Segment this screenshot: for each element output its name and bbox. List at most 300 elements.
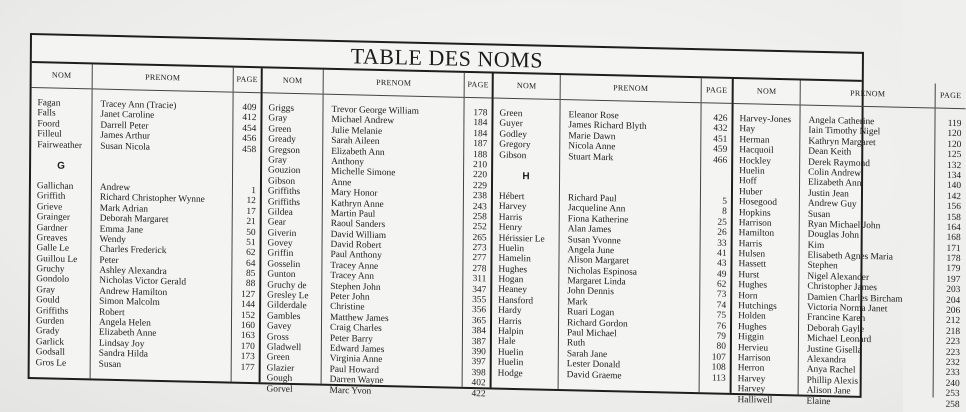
cell-page: 1: [251, 185, 256, 197]
cell-prenom: Kim: [807, 240, 825, 251]
cell-nom: Gambles: [267, 311, 301, 322]
cell-nom: Halliwell: [737, 394, 773, 406]
cell-prenom: Raoul Sanders: [330, 219, 386, 231]
cell-nom: Gurden: [35, 316, 65, 327]
column-page: [700, 78, 732, 393]
cell-nom: Hardy: [498, 305, 522, 317]
cell-nom: Fagan: [37, 98, 61, 109]
cell-page: 51: [246, 237, 256, 249]
cell-nom: Harris: [498, 212, 523, 223]
cell-nom: Gibson: [267, 176, 296, 187]
cell-page: 206: [946, 305, 961, 317]
column-header-nom: NOM: [263, 68, 323, 94]
column-header-prenom: PRENOM: [801, 80, 935, 108]
cell-nom: Gregson: [268, 144, 301, 156]
cell-nom: Harvey: [498, 201, 527, 213]
cell-nom: Gray: [268, 113, 288, 125]
cell-prenom: Susan Yvonne: [567, 234, 621, 246]
cell-nom: Hughes: [738, 321, 767, 333]
cell-page: 26: [717, 227, 727, 238]
cell-page: 278: [472, 263, 487, 275]
cell-nom: Gray: [268, 155, 287, 166]
cell-nom: Gresley Le: [267, 290, 309, 302]
cell-page: 120: [947, 129, 962, 140]
cell-prenom: Wendy: [99, 234, 126, 246]
cell-page: 311: [472, 274, 487, 285]
cell-prenom: Mark Adrian: [99, 203, 148, 215]
cell-prenom: Craig Charles: [329, 323, 382, 335]
cell-prenom: Lindsay Joy: [98, 338, 145, 350]
cell-prenom: Tracey Anne: [330, 260, 379, 272]
spacer: [701, 165, 731, 197]
cell-nom: Gould: [36, 295, 60, 306]
cell-nom: Hosegood: [738, 197, 777, 209]
cell-prenom: Tracey Ann (Tracie): [100, 99, 177, 112]
cell-prenom: Douglas John: [807, 229, 860, 242]
cell-page: 158: [946, 212, 961, 223]
cell-page: 113: [711, 373, 726, 384]
cell-nom: Harrison: [738, 217, 772, 229]
cell-page: 397: [471, 357, 486, 368]
cell-prenom: Sarah Aileen: [331, 136, 380, 148]
cell-nom: Harris: [498, 316, 522, 327]
cell-nom: Grady: [35, 326, 60, 338]
cell-prenom: Elizabeth Anne: [98, 327, 157, 340]
cell-page: 184: [473, 118, 488, 129]
cell-nom: Harvey: [737, 384, 766, 395]
cell-prenom: Paul Anthony: [330, 250, 382, 262]
cell-prenom: Ruth: [566, 338, 586, 350]
spacer: [92, 151, 232, 185]
cell-prenom: Alison Margaret: [567, 255, 630, 267]
cell-prenom: Nicholas Victor Gerald: [99, 276, 187, 289]
cell-page: 127: [241, 289, 256, 300]
cell-prenom: Peter: [99, 255, 119, 266]
column-prenom: [91, 64, 234, 381]
cell-prenom: Kathryn Anne: [330, 198, 384, 210]
cell-page: 142: [946, 191, 962, 202]
cell-prenom: Julie Melanie: [331, 125, 383, 137]
cell-prenom: Damien Charles Bircham: [807, 292, 903, 305]
cell-nom: Hérissier Le: [498, 233, 545, 245]
cell-nom: Harvey-Jones: [739, 114, 792, 126]
cell-prenom: Justine Gisella: [806, 344, 862, 356]
cell-prenom: Ashley Alexandra: [99, 265, 167, 278]
cell-nom: Hay: [739, 124, 756, 135]
cell-page: 120: [947, 139, 962, 150]
cell-nom: Guyer: [499, 119, 523, 130]
cell-nom: Gibson: [499, 150, 527, 161]
cell-prenom: Charles Frederick: [99, 244, 167, 257]
cell-prenom: Stephen: [807, 261, 838, 272]
cell-nom: Gallichan: [36, 181, 74, 192]
cell-page: 125: [947, 149, 962, 161]
cell-page: 451: [713, 134, 728, 145]
cell-page: 119: [947, 118, 962, 130]
cell-page: 88: [245, 279, 256, 290]
cell-prenom: Ryan Michael John: [807, 219, 881, 232]
cell-page: 75: [716, 310, 727, 322]
cell-prenom: Richard Christopher Wynne: [99, 192, 205, 206]
cell-nom: Harris: [738, 238, 763, 250]
cell-nom: Galle Le: [36, 243, 70, 255]
cell-page: 432: [713, 123, 728, 135]
cell-nom: Griffiths: [267, 186, 301, 198]
cell-nom: Godsall: [35, 347, 65, 359]
cell-page: 178: [946, 253, 961, 265]
cell-nom: Fairweather: [37, 139, 83, 151]
cell-page: 454: [242, 123, 257, 134]
column-header-page: PAGE: [936, 84, 966, 110]
cell-page: 33: [717, 238, 727, 249]
cell-prenom: Paul Howard: [329, 364, 379, 376]
cell-prenom: Peter John: [330, 291, 370, 303]
cell-page: 179: [946, 264, 961, 275]
table-title: TABLE DES NOMS: [32, 35, 862, 82]
cell-page: 232: [945, 357, 960, 369]
cell-page: 387: [471, 336, 486, 347]
cell-prenom: Deborah Gayle: [807, 323, 865, 335]
cell-nom: Huelin: [497, 347, 524, 359]
cell-nom: Griffin: [267, 248, 294, 260]
cell-page: 210: [473, 160, 488, 171]
cell-prenom: Fiona Katherine: [567, 213, 629, 226]
cell-nom: Gildea: [267, 207, 293, 218]
column-header-prenom: PRENOM: [324, 70, 464, 98]
cell-prenom: James Richard Blyth: [568, 120, 647, 133]
cell-nom: Hulsen: [738, 249, 766, 260]
cell-prenom: Darren Wayne: [329, 374, 384, 387]
cell-page: 43: [717, 258, 727, 270]
cell-page: 252: [472, 222, 487, 233]
cell-page: 17: [246, 206, 256, 217]
cell-page: 173: [240, 351, 255, 363]
cell-nom: Hébert: [498, 191, 525, 203]
cell-page: 184: [473, 128, 488, 140]
cell-page: 355: [472, 295, 487, 306]
cell-nom: Gray: [36, 285, 55, 296]
cell-nom: Harrison: [737, 353, 771, 364]
cell-prenom: Andrew Hamilton: [99, 286, 168, 298]
cell-page: 140: [946, 181, 962, 192]
cell-page: 243: [472, 201, 487, 212]
cell-prenom: Christopher James: [807, 281, 877, 294]
cell-nom: Filleul: [37, 129, 62, 140]
cell-page: 160: [240, 320, 256, 332]
cell-prenom: Paul Michael: [566, 328, 617, 340]
cell-nom: Grainger: [36, 212, 71, 224]
cell-nom: Falls: [37, 108, 56, 119]
cell-nom: Gardner: [36, 222, 68, 234]
cell-page: 218: [945, 326, 961, 337]
cell-nom: Halpin: [497, 326, 524, 338]
cell-page: 79: [716, 331, 727, 342]
cell-page: 240: [945, 378, 960, 389]
column-nom: [261, 68, 324, 395]
cell-nom: Hughes: [738, 280, 768, 291]
cell-page: 21: [246, 217, 256, 228]
cell-prenom: Anthony: [331, 156, 364, 168]
cell-page: 229: [472, 180, 488, 192]
cell-prenom: Matthew James: [330, 312, 389, 324]
cell-prenom: Margaret Linda: [567, 276, 626, 288]
cell-page: 273: [472, 243, 487, 254]
cell-prenom: Michelle Simone: [331, 167, 396, 179]
cell-page: 107: [711, 352, 726, 363]
cell-prenom: Angela June: [567, 245, 615, 257]
cell-page: 144: [241, 300, 256, 311]
cell-nom: Giverin: [267, 228, 297, 239]
cell-nom: Gilderdale: [267, 300, 307, 312]
cell-prenom: Alexandra: [806, 354, 846, 366]
cell-page: 41: [717, 248, 727, 259]
cell-nom: Hoff: [739, 176, 757, 187]
cell-nom: Griggs: [268, 103, 295, 114]
cell-prenom: Anya Rachel: [806, 365, 856, 377]
cell-prenom: Alan James: [567, 224, 612, 236]
cell-nom: Gavey: [266, 321, 292, 333]
cell-page: 347: [472, 284, 487, 295]
cell-page: 220: [472, 170, 488, 181]
column-header-page: PAGE: [234, 68, 261, 94]
cell-page: 456: [242, 133, 257, 145]
column-page: [934, 84, 966, 410]
cell-page: 74: [716, 300, 727, 311]
cell-prenom: Trevor George William: [331, 104, 420, 117]
cell-nom: Henry: [498, 222, 523, 234]
cell-nom: Griffiths: [267, 196, 301, 208]
cell-prenom: Justin Jean: [807, 188, 849, 200]
cell-prenom: Alison Jane: [806, 385, 851, 397]
cell-nom: Griffiths: [36, 305, 69, 317]
cell-nom: Foord: [37, 118, 60, 130]
cell-nom: Holden: [738, 311, 766, 323]
cell-prenom: Christine: [330, 302, 365, 314]
cell-prenom: Nicholas Espinosa: [567, 265, 637, 278]
cell-page: 365: [471, 315, 487, 327]
cell-prenom: Francine Karen: [807, 313, 866, 325]
cell-prenom: Sarah Jane: [566, 349, 608, 360]
cell-page: 62: [716, 279, 727, 290]
cell-prenom: Marc Yvon: [329, 385, 372, 397]
cell-page: 412: [242, 113, 257, 124]
cell-prenom: Jacqueline Ann: [567, 203, 626, 215]
cell-page: 50: [246, 227, 256, 238]
cell-prenom: Phillip Alexis: [806, 375, 859, 387]
cell-nom: Green: [499, 108, 523, 120]
cell-page: 64: [246, 258, 256, 269]
cell-prenom: Mark: [567, 297, 588, 308]
cell-nom: Gear: [267, 217, 286, 229]
cell-prenom: Richard Paul: [567, 193, 617, 205]
cell-nom: Hockley: [739, 155, 772, 167]
cell-prenom: Mary Honor: [330, 187, 378, 200]
cell-prenom: Martin Paul: [330, 208, 376, 220]
cell-prenom: Kathryn Margaret: [808, 136, 876, 148]
cell-page: 152: [240, 310, 256, 321]
section-3: [492, 74, 734, 393]
section-2: [261, 68, 494, 399]
cell-nom: Hutchings: [738, 301, 777, 312]
column-header-page: PAGE: [702, 78, 732, 104]
cell-prenom: Peter Barry: [329, 333, 373, 345]
cell-prenom: Elizabeth Ann: [808, 178, 862, 190]
cell-nom: Heaney: [498, 285, 527, 296]
cell-nom: Green: [266, 352, 290, 364]
cell-prenom: David Robert: [330, 239, 382, 252]
cell-nom: Harvey: [737, 373, 766, 385]
cell-page: 384: [471, 326, 487, 337]
letter-divider: G: [57, 160, 66, 172]
cell-nom: Gruchy: [36, 264, 65, 275]
cell-nom: Gorvel: [266, 383, 293, 395]
column-header-page: PAGE: [465, 73, 492, 99]
section-4: [732, 79, 966, 410]
cell-page: 197: [946, 274, 961, 285]
cell-nom: Hodge: [497, 368, 523, 379]
cell-prenom: Emma Jane: [99, 224, 144, 236]
table-columns: [30, 63, 962, 410]
cell-nom: Greaves: [36, 233, 68, 244]
cell-page: 8: [722, 207, 727, 218]
cell-prenom: Victoria Norma Janet: [807, 302, 888, 315]
cell-page: 164: [946, 222, 961, 234]
cell-page: 62: [246, 248, 256, 259]
cell-nom: Hassett: [738, 259, 767, 271]
cell-prenom: Nigel Alexander: [807, 271, 870, 283]
cell-nom: Higgin: [737, 332, 765, 343]
cell-page: 398: [471, 367, 486, 379]
cell-nom: Hogan: [498, 274, 524, 286]
cell-page: 203: [946, 285, 961, 296]
cell-prenom: Angela Catherine: [808, 115, 875, 128]
cell-prenom: Elisabeth Agnes Maria: [807, 250, 893, 263]
column-header-nom: NOM: [494, 74, 560, 100]
column-header-prenom: PRENOM: [561, 75, 701, 103]
cell-nom: Govey: [267, 238, 293, 250]
cell-nom: Gladwell: [266, 342, 302, 354]
cell-prenom: Dean Keith: [808, 146, 852, 158]
cell-prenom: Derek Raymond: [808, 157, 870, 169]
cell-nom: Hansford: [498, 295, 534, 307]
column-prenom: [799, 80, 936, 407]
cell-page: 422: [471, 388, 486, 399]
cell-prenom: Robert: [99, 307, 125, 318]
cell-page: 253: [945, 388, 960, 400]
cell-page: 187: [473, 139, 488, 150]
cell-prenom: Stuart Mark: [568, 151, 614, 163]
cell-nom: Huber: [738, 186, 763, 198]
cell-page: 156: [946, 201, 961, 213]
cell-page: 238: [472, 191, 487, 202]
cell-nom: Hughes: [498, 264, 528, 275]
cell-prenom: Marie Dawn: [568, 130, 616, 143]
cell-nom: Hamelin: [498, 253, 531, 265]
cell-prenom: Lester Donald: [566, 359, 621, 371]
cell-page: 85: [245, 268, 256, 280]
cell-page: 356: [472, 305, 487, 316]
cell-page: 409: [242, 102, 257, 114]
cell-nom: Green: [268, 124, 292, 135]
cell-prenom: David Graeme: [566, 369, 622, 382]
cell-page: 426: [713, 113, 728, 124]
cell-nom: Hamilton: [738, 228, 775, 240]
cell-prenom: Susan: [807, 209, 831, 220]
cell-page: 76: [716, 321, 727, 332]
cell-page: 258: [472, 211, 487, 223]
cell-prenom: Deborah Margaret: [99, 213, 169, 226]
cell-page: 265: [472, 232, 487, 244]
cell-page: 132: [947, 160, 962, 171]
cell-nom: Godley: [499, 129, 527, 141]
cell-prenom: Susan Nicola: [100, 141, 150, 153]
cell-prenom: Iain Timothy Nigel: [808, 126, 881, 138]
column-page: [463, 73, 492, 399]
cell-page: 204: [946, 295, 961, 306]
cell-page: 188: [473, 149, 488, 160]
cell-page: 170: [240, 341, 255, 352]
cell-nom: Gondolo: [36, 274, 70, 286]
cell-page: 233: [945, 368, 960, 379]
spacer: [560, 162, 700, 196]
cell-prenom: Tracey Ann: [330, 271, 375, 283]
cell-prenom: Michael Andrew: [331, 115, 395, 127]
cell-page: 25: [717, 217, 727, 228]
cell-page: 277: [472, 253, 487, 264]
cell-prenom: Simon Malcolm: [99, 296, 160, 309]
column-header-nom: NOM: [32, 63, 92, 89]
cell-nom: Herman: [739, 134, 770, 146]
letter-divider: H: [522, 171, 530, 183]
cell-prenom: Angela Helen: [98, 317, 151, 329]
cell-prenom: Michael Leonard: [806, 333, 872, 346]
cell-nom: Glazier: [266, 363, 295, 374]
cell-prenom: Richard Gordon: [567, 317, 628, 330]
cell-page: 223: [945, 347, 960, 358]
cell-page: 177: [240, 362, 255, 373]
cell-page: 258: [945, 399, 960, 410]
cell-prenom: Elaine: [806, 396, 831, 407]
column-nom: [492, 74, 561, 389]
cell-page: 402: [471, 378, 486, 389]
column-nom: [732, 79, 801, 406]
cell-prenom: Ruari Logan: [567, 307, 615, 319]
cell-page: 212: [946, 316, 961, 327]
cell-prenom: Andrew: [99, 182, 131, 194]
column-prenom: [322, 70, 465, 397]
cell-nom: Huelin: [739, 166, 765, 177]
cell-page: 163: [240, 331, 255, 342]
cell-nom: Huelin: [497, 357, 524, 369]
cell-prenom: Darrell Peter: [100, 120, 149, 132]
column-header-prenom: PRENOM: [93, 64, 233, 92]
cell-prenom: Andrew Guy: [807, 198, 857, 210]
names-index-table: [28, 33, 962, 410]
cell-page: 134: [947, 170, 962, 182]
section-1: [30, 63, 263, 382]
cell-page: 466: [713, 155, 728, 166]
cell-prenom: Edward James: [329, 343, 385, 356]
cell-prenom: James Arthur: [100, 130, 151, 142]
cell-nom: Gready: [268, 134, 296, 146]
column-page: [232, 68, 261, 383]
cell-nom: Gough: [266, 373, 293, 385]
cell-nom: Garlick: [35, 336, 65, 348]
cell-prenom: Colin Andrew: [808, 167, 862, 179]
cell-nom: Grieve: [36, 201, 63, 213]
cell-nom: Gregory: [499, 139, 531, 151]
cell-nom: Gouzion: [268, 165, 301, 177]
